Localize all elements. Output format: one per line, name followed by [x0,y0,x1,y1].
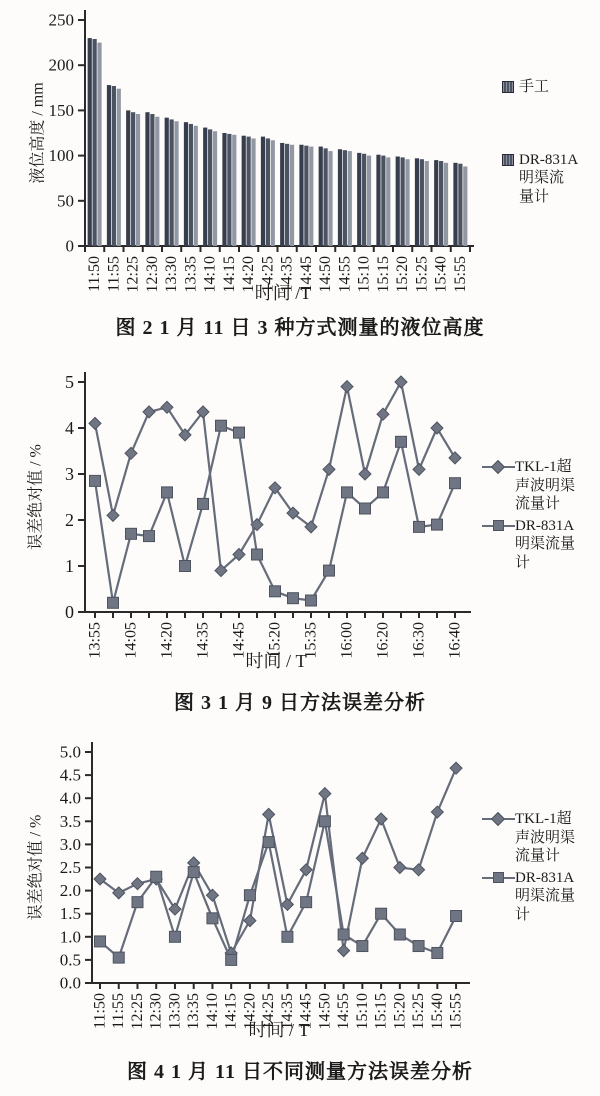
data-point-diamond [375,813,387,825]
svg-text:14:45: 14:45 [297,256,315,293]
svg-text:0.5: 0.5 [59,950,81,970]
y-axis-ticks [60,743,92,993]
x-axis-label: 时间 / T [248,1020,310,1040]
bar [232,135,236,246]
bar [415,158,419,246]
bar [222,133,226,246]
svg-text:2.0: 2.0 [59,881,81,901]
svg-text:14:50: 14:50 [316,993,334,1030]
data-point-square [188,867,199,878]
svg-text:13:35: 13:35 [185,993,203,1030]
data-point-diamond [413,864,425,876]
legend-label: DR-831A 明渠流 量计 [519,151,579,205]
data-point-square [376,908,387,919]
svg-text:1: 1 [65,556,74,576]
data-point-diamond [450,762,462,774]
svg-text:14:55: 14:55 [335,993,353,1030]
x-axis-label: 时间 / T [245,651,307,671]
data-point-square [413,941,424,952]
data-point-square [132,897,143,908]
bar [208,129,212,246]
data-point-square [90,475,101,486]
svg-text:1.0: 1.0 [59,927,81,947]
svg-text:14:35: 14:35 [278,256,296,293]
x-axis-ticks [95,612,455,618]
svg-text:2.5: 2.5 [59,858,81,877]
data-point-square [432,947,443,958]
data-point-square [357,941,368,952]
svg-text:1.5: 1.5 [59,904,81,924]
data-point-diamond [323,463,335,475]
legend-diamond-marker-icon [482,810,515,829]
bar [362,154,366,246]
data-point-square [306,595,317,606]
bar [170,119,174,246]
bar [444,163,448,246]
bar [261,137,265,246]
bar [458,164,462,246]
svg-text:14:15: 14:15 [220,256,238,293]
svg-text:14:20: 14:20 [158,622,176,659]
svg-text:4.0: 4.0 [59,788,81,808]
figure-4 [0,720,600,1096]
data-point-diamond [206,889,218,901]
x-axis-label: 时间 /T [254,283,312,303]
bar [285,144,289,246]
svg-text:14:45: 14:45 [297,993,315,1030]
bar [266,138,270,246]
svg-text:150: 150 [48,100,74,120]
bar [309,147,313,246]
bar [396,157,400,246]
bar [112,86,116,246]
svg-text:16:20: 16:20 [374,622,392,659]
svg-text:15:55: 15:55 [447,993,465,1030]
bar [425,161,429,246]
data-point-diamond [281,898,293,910]
diamond-icon [491,812,505,826]
svg-text:16:40: 16:40 [446,622,464,659]
data-point-square [234,427,245,438]
data-point-square [301,897,312,908]
square-icon [493,872,504,883]
bar [290,145,294,246]
data-point-diamond [319,788,331,800]
data-point-diamond [341,381,353,393]
svg-text:13:30: 13:30 [163,256,181,293]
bar [401,157,405,246]
svg-text:3.5: 3.5 [59,811,81,831]
data-point-square [207,913,218,924]
svg-text:250: 250 [48,10,74,30]
legend-item [482,517,575,573]
figure-4-caption: 图 4 1 月 11 日不同测量方法误差分析 [127,1061,473,1083]
svg-text:4.5: 4.5 [59,765,81,785]
bar [126,110,130,246]
data-point-diamond [125,447,137,459]
data-point-square [396,436,407,447]
svg-text:14:35: 14:35 [278,993,296,1030]
square-icon [493,520,504,531]
bar [150,114,154,246]
svg-text:15:40: 15:40 [428,993,446,1030]
bar [136,114,140,246]
data-point-diamond [263,808,275,820]
data-point-square [394,929,405,940]
svg-text:11:50: 11:50 [86,256,104,292]
figure-3 [0,345,600,720]
data-point-square [451,911,462,922]
bar [251,138,255,246]
bar [242,136,246,246]
svg-text:15:10: 15:10 [355,256,373,293]
y-axis-ticks [49,11,86,256]
legend-item [482,810,575,866]
data-point-diamond [356,852,368,864]
data-point-square [252,549,263,560]
legend-item [482,869,575,925]
data-point-diamond [244,915,256,927]
data-point-diamond [413,463,425,475]
data-point-square [263,837,274,848]
data-point-square [432,519,443,530]
data-point-square [338,929,349,940]
line-series-1 [95,426,455,603]
bar [319,147,323,246]
bar [376,155,380,246]
legend-label: TKL-1超 声波明渠 流量计 [515,811,576,864]
figure-4-legend [482,810,575,924]
data-point-square [360,503,371,514]
bar [328,151,332,246]
data-point-square [342,487,353,498]
bar [174,121,178,246]
bar [324,148,328,246]
svg-text:14:55: 14:55 [336,256,354,293]
y-axis-label: 液位高度 / mm [29,82,47,184]
data-point-diamond [89,417,101,429]
data-point-square [180,561,191,572]
data-point-square [169,931,180,942]
bar [367,156,371,246]
data-point-diamond [161,401,173,413]
figure-2-legend [502,78,578,206]
bar [338,149,342,246]
svg-text:0: 0 [65,236,74,256]
svg-text:15:15: 15:15 [372,993,390,1030]
data-point-square [151,871,162,882]
data-point-square [162,487,173,498]
svg-text:50: 50 [57,191,74,211]
svg-text:15:20: 15:20 [394,256,412,293]
svg-text:2: 2 [65,510,74,530]
data-point-square [319,816,330,827]
bar [107,85,111,246]
bar [165,118,169,246]
bar [203,128,207,246]
svg-text:3: 3 [65,464,74,484]
bar [439,161,443,246]
legend-label: DR-831A 明渠流量 计 [515,517,576,571]
data-point-diamond [169,903,181,915]
svg-text:12:30: 12:30 [143,256,161,293]
bar [213,131,217,246]
figure-3-caption: 图 3 1 月 9 日方法误差分析 [174,692,426,714]
svg-text:14:10: 14:10 [201,256,219,293]
svg-text:15:20: 15:20 [391,993,409,1030]
bar [348,151,352,246]
svg-text:16:30: 16:30 [410,622,428,659]
bar [453,163,457,246]
svg-text:11:55: 11:55 [105,256,123,292]
legend-label: TKL-1超 声波明渠 流量计 [515,459,576,512]
data-point-square [113,952,124,963]
bar [463,166,467,246]
y-axis-label: 误差绝对值 / % [27,814,45,921]
bar [304,146,308,246]
data-point-diamond [449,452,461,464]
data-point-square [244,890,255,901]
bar [189,124,193,246]
svg-text:5: 5 [65,372,74,392]
data-point-square [126,528,137,539]
diamond-icon [491,460,505,474]
data-point-square [288,593,299,604]
legend-square-swatch-icon [502,154,514,166]
bar [357,153,361,246]
data-point-diamond [395,376,407,388]
legend-square-swatch-icon [502,81,514,93]
svg-text:0: 0 [65,602,74,622]
svg-text:14:35: 14:35 [194,622,212,659]
y-axis-label: 误差绝对值 / % [27,444,45,550]
legend-label: 手工 [519,79,550,95]
svg-text:14:25: 14:25 [259,256,277,293]
data-point-square [226,954,237,965]
data-point-diamond [107,509,119,521]
bar [386,157,390,246]
svg-text:14:25: 14:25 [260,993,278,1030]
figure-2-caption: 图 2 1 月 11 日 3 种方式测量的液位高度 [115,317,485,339]
svg-text:14:50: 14:50 [317,256,335,293]
bar [97,43,101,246]
svg-text:16:00: 16:00 [338,622,356,659]
bar [131,112,135,246]
legend-label: DR-831A 明渠流量 计 [515,869,576,923]
svg-text:12:30: 12:30 [147,993,165,1030]
svg-text:14:15: 14:15 [222,993,240,1030]
data-point-square [216,420,227,431]
figure-2 [0,0,600,345]
bar [145,112,149,246]
data-point-square [95,936,106,947]
data-point-square [144,531,155,542]
svg-text:200: 200 [48,55,74,75]
y-axis-ticks [65,372,85,622]
bar [88,38,92,246]
svg-text:13:55: 13:55 [86,622,104,659]
data-point-diamond [431,806,443,818]
markers-series-1 [90,420,461,608]
legend-square-marker-icon [482,517,515,536]
bar [117,89,121,246]
data-point-diamond [338,945,350,957]
bar [405,159,409,246]
line-series-0 [100,768,456,953]
svg-text:15:25: 15:25 [413,256,431,293]
bar [93,39,97,246]
svg-text:0.0: 0.0 [59,973,81,993]
svg-text:15:15: 15:15 [374,256,392,293]
svg-text:15:10: 15:10 [353,993,371,1030]
data-point-diamond [143,406,155,418]
bar [343,150,347,246]
svg-text:12:25: 12:25 [124,256,142,293]
data-point-diamond [131,878,143,890]
bar [227,134,231,246]
data-point-diamond [394,862,406,874]
data-point-square [378,487,389,498]
svg-text:100: 100 [48,146,74,166]
bar [184,122,188,246]
svg-text:14:20: 14:20 [240,256,258,293]
bar [299,145,303,246]
data-point-diamond [377,408,389,420]
legend-item [502,78,578,97]
data-point-diamond [431,422,443,434]
svg-text:15:20: 15:20 [266,622,284,659]
svg-text:14:45: 14:45 [230,622,248,659]
data-point-square [270,586,281,597]
x-axis-ticks [85,246,470,252]
svg-text:3.0: 3.0 [59,834,81,854]
svg-text:14:20: 14:20 [241,993,259,1030]
svg-text:4: 4 [65,418,74,438]
data-point-square [108,597,119,608]
bar [194,126,198,246]
data-point-square [414,521,425,532]
bar [434,160,438,246]
figure-3-legend [482,458,575,572]
svg-text:5.0: 5.0 [59,742,81,762]
bar [155,117,159,246]
data-point-square [324,565,335,576]
bar [381,156,385,246]
legend-diamond-marker-icon [482,458,515,477]
svg-text:12:25: 12:25 [128,993,146,1030]
data-point-diamond [359,468,371,480]
data-point-diamond [300,864,312,876]
svg-text:13:30: 13:30 [166,993,184,1030]
svg-text:14:10: 14:10 [203,993,221,1030]
svg-text:14:05: 14:05 [122,622,140,659]
bar [247,137,251,246]
svg-text:13:35: 13:35 [182,256,200,293]
svg-text:15:55: 15:55 [451,256,469,293]
data-point-square [450,478,461,489]
data-point-square [282,931,293,942]
bar [280,143,284,246]
svg-text:15:40: 15:40 [432,256,450,293]
bar [420,159,424,246]
svg-text:11:50: 11:50 [91,993,109,1029]
svg-text:15:25: 15:25 [410,993,428,1030]
data-point-square [198,498,209,509]
svg-text:15:35: 15:35 [302,622,320,659]
legend-item [482,458,575,514]
svg-text:11:55: 11:55 [110,993,128,1029]
legend-item [502,151,578,207]
legend-square-marker-icon [482,869,515,888]
bar [271,140,275,246]
